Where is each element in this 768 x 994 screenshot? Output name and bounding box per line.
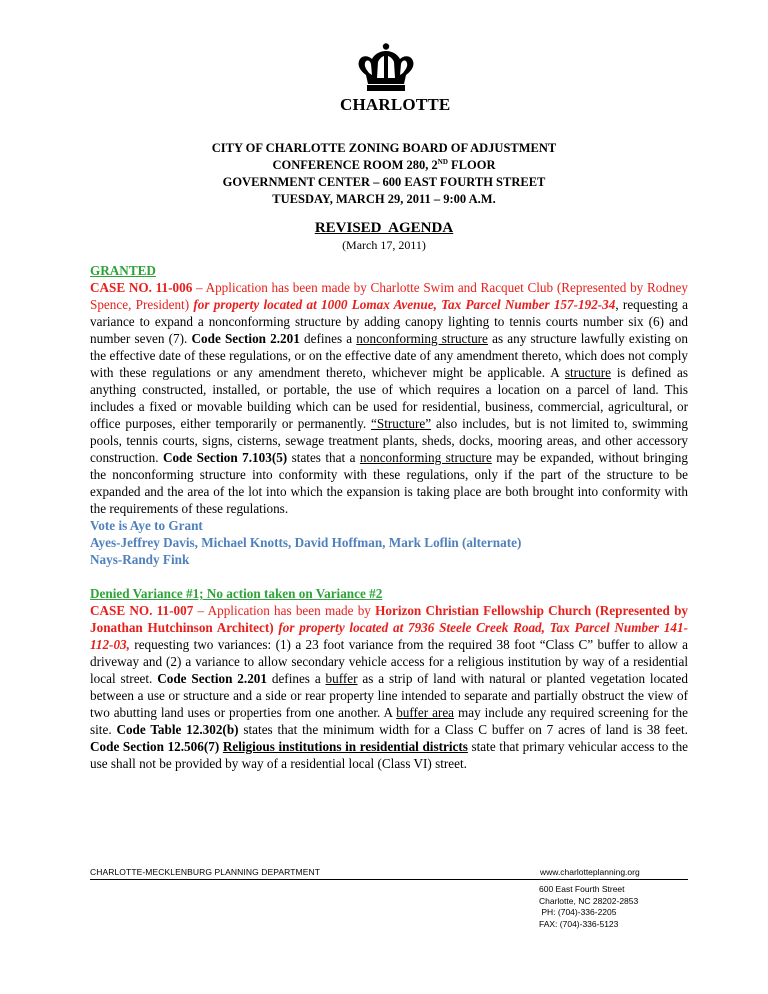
footer-divider xyxy=(90,879,688,880)
case-nays: Nays-Randy Fink xyxy=(90,552,190,567)
crown-icon xyxy=(357,42,415,94)
case-number: CASE NO. 11-006 xyxy=(90,280,193,295)
case-description: CASE NO. 11-006 – Application has been made by Charlotte Swim and Racquet Club (Represented by Rodney Spence, President) for property located at 1000 Lomax Avenue, Tax Parcel Number 157-192-34, requesting a variance to expand a nonconforming structure by adding canopy lighting to tennis courts number six (6) and number seven (7). Code Section 2.201 defines a nonconforming structure as any structure lawfully existing on the effective date of these regulations, or on the effective date of any amendment thereto, which does not comply with these regulations or any amendment thereto, whichever might be applicable. A structure is defined as anything constructed, installed, or portable, the use of which requires a location on a parcel of land. This includes a fixed or movable building which can be used for residential, business, commercial, agricultural, or office purposes, either temporarily or permanently. “Structure” also includes, but is not limited to, swimming pools, tennis courts, signs, cisterns, sewage treatment plants, sheds, docks, mooring areas, and other accessory construction. Code Section 7.103(5) states that a nonconforming structure may be expanded, without bringing the nonconforming structure into conformity with these regulations, only if the part of the structure to be expanded and the area of the lot into which the expansion is taking place are both brought into conformity with the requirements of these regulations. xyxy=(90,280,689,516)
case-section xyxy=(90,262,688,568)
meeting-header xyxy=(0,140,768,208)
header-datetime: TUESDAY, MARCH 29, 2011 – 9:00 A.M. xyxy=(272,192,496,206)
agenda-title: REVISED AGENDA xyxy=(314,220,454,236)
agenda-date: (March 17, 2011) xyxy=(342,238,426,252)
case-description: CASE NO. 11-007 – Application has been made by Horizon Christian Fellowship Church (Represented by Jonathan Hutchinson Architect) for property located at 7936 Steele Creek Road, Tax Parcel Number 141-112-03, requesting two variances: (1) a 23 foot variance from the required 38 foot “Class C” buffer to allow a driveway and (2) a variance to allow secondary vehicle access for a religious institution by way of a residential local street. Code Section 2.201 defines a buffer as a strip of land with natural or planted vegetation located between a use or structure and a side or rear property line intended to separate and partially obstruct the view of two abutting land uses or properties from one another. A buffer area may include any required screening for the site. Code Table 12.302(b) states that the minimum width for a Class C buffer on 7 acres of land is 38 feet. Code Section 12.506(7) Religious institutions in residential districts state that primary vehicular access to the use shall not be provided by way of a residential local (Class VI) street. xyxy=(90,603,689,771)
agenda-heading xyxy=(0,219,768,253)
case-property: for property located at 7936 Steele Creek Road, Tax Parcel Number 141-112-03, xyxy=(90,620,688,652)
header-location: GOVERNMENT CENTER – 600 EAST FOURTH STREET xyxy=(222,175,546,189)
case-applicant: Horizon Christian Fellowship Church (Represented by Jonathan Hutchinson Architect) xyxy=(90,603,688,635)
footer-department: CHARLOTTE-MECKLENBURG PLANNING DEPARTMENT xyxy=(90,867,321,877)
case-status: GRANTED xyxy=(90,263,156,278)
agenda-body xyxy=(90,262,688,772)
case-property: for property located at 1000 Lomax Avenue, Tax Parcel Number 157-192-34 xyxy=(193,297,616,312)
case-section xyxy=(90,585,688,772)
case-ayes: Ayes-Jeffrey Davis, Michael Knotts, David Hoffman, Mark Loflin (alternate) xyxy=(90,535,522,550)
case-status: Denied Variance #1; No action taken on Variance #2 xyxy=(90,586,383,601)
footer-address: 600 East Fourth Street Charlotte, NC 28202-2853 PH: (704)-336-2205 FAX: (704)-336-5123 xyxy=(539,884,639,929)
footer-website[interactable]: www.charlotteplanning.org xyxy=(540,867,640,877)
header-room: CONFERENCE ROOM 280, 2ND FLOOR xyxy=(272,157,496,172)
charlotte-logo xyxy=(340,42,451,122)
case-number: CASE NO. 11-007 xyxy=(90,603,194,618)
header-board: CITY OF CHARLOTTE ZONING BOARD OF ADJUSTMENT xyxy=(211,141,557,155)
logo-wordmark: CHARLOTTE xyxy=(340,95,451,114)
case-vote: Vote is Aye to Grant xyxy=(90,518,203,533)
